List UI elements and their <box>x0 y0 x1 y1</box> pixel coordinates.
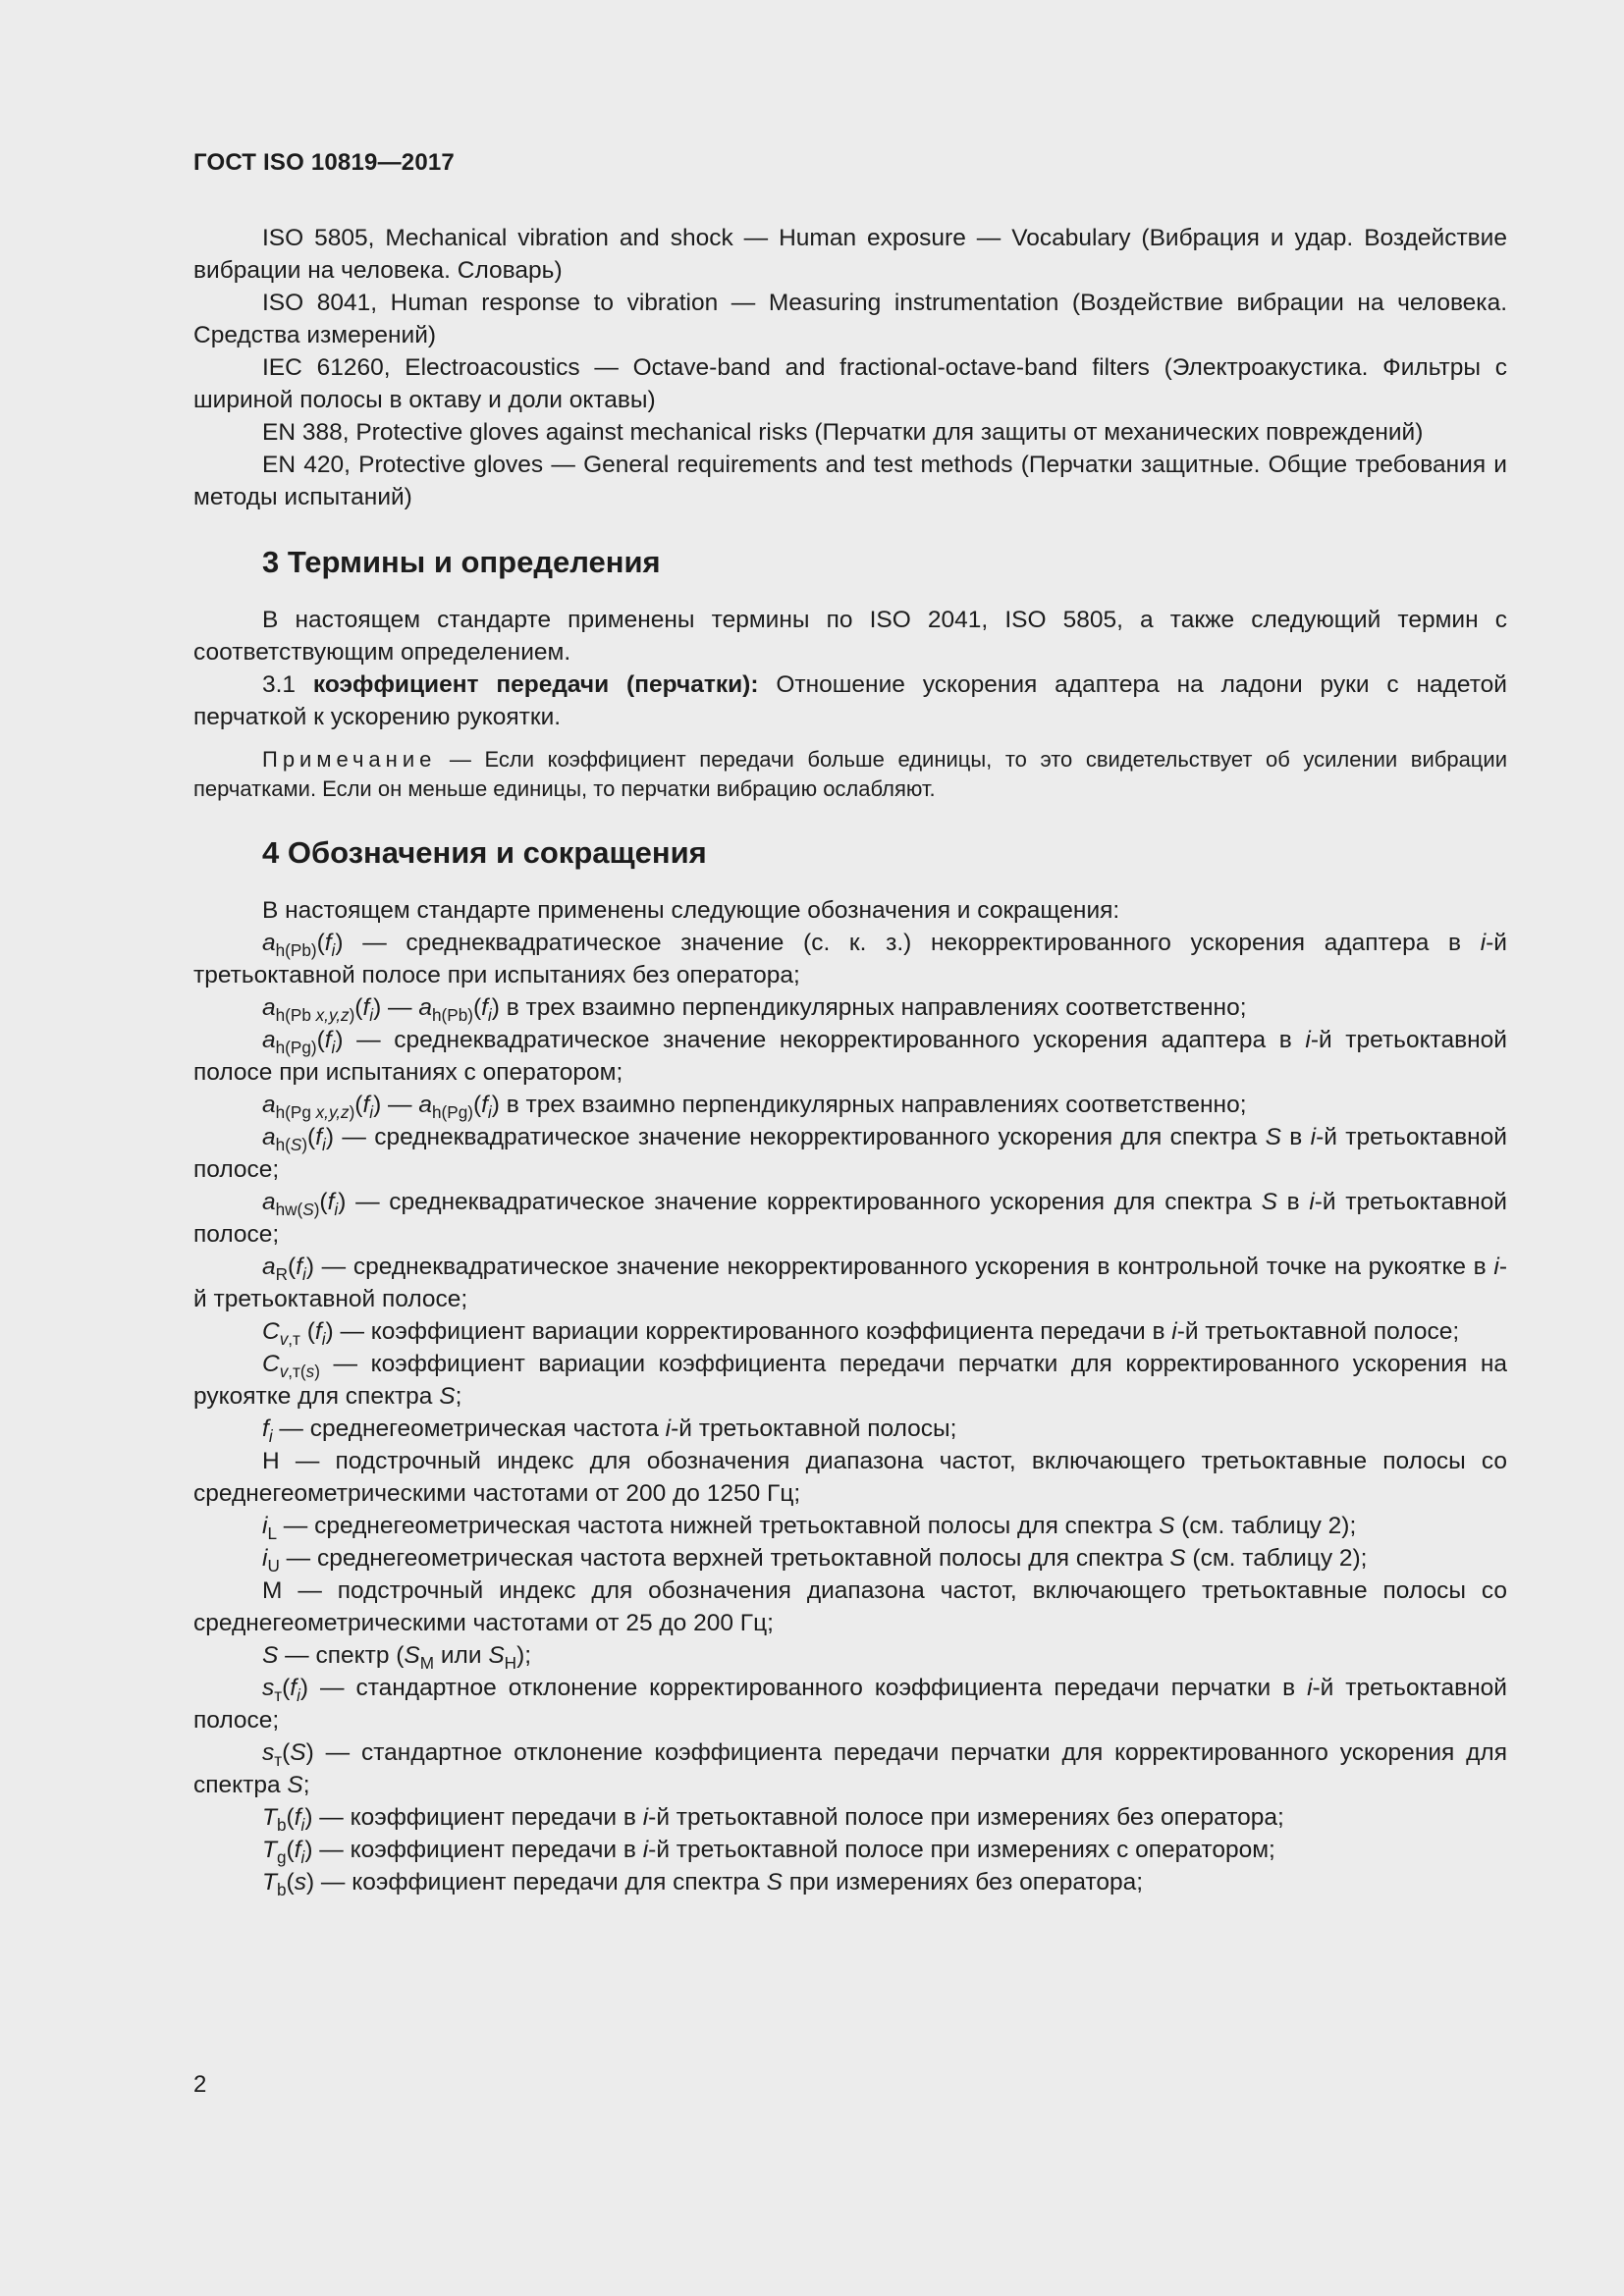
reference-iec-61260: IEC 61260, Electroacoustics — Octave-band and fractional-octave-band filters (Электроакустика. Фильтры с шириной полосы в октаву и доли октавы) <box>193 354 1507 413</box>
symbol-entry: $C_{v,т(s)}$ — коэффициент вариации коэффициента передачи перчатки для корректированного ускорения на рукоятке для спектра S; <box>193 1351 1507 1410</box>
symbol-entry: $f_i$ — среднегеометрическая частота i-й третьоктавной полосы; <box>262 1415 957 1446</box>
page-content <box>193 222 1507 1898</box>
section-3-heading: 3 Термины и определения <box>262 545 661 579</box>
symbol-entry: $i_U$ — среднегеометрическая частота верхней третьоктавной полосы для спектра S (см. таблицу 2); <box>262 1545 1368 1575</box>
page-number: 2 <box>193 2071 207 2098</box>
reference-en-388: EN 388, Protective gloves against mechanical risks (Перчатки для защиты от механических повреждений) <box>262 419 1424 446</box>
symbol-entry: $a_{h(S)}(f_i)$ — среднеквадратическое значение некорректированного ускорения для спектра S в i-й третьоктавной полосе; <box>193 1124 1507 1183</box>
symbol-entry: Н — подстрочный индекс для обозначения диапазона частот, включающего третьоктавные полосы со среднегеометрическими частотами от 200 до 1250 Гц; <box>193 1448 1507 1507</box>
symbol-entry: $a_{hw(S)}(f_i)$ — среднеквадратическое значение корректированного ускорения для спектра S в i-й третьоктавной полосе; <box>193 1189 1507 1248</box>
term-number: 3.1 <box>262 671 297 698</box>
term-definition: Отношение ускорения адаптера на ладони руки с надетой перчаткой к ускорению рукоятки. <box>193 671 1507 730</box>
symbol-entry: $a_{h(Pb)}(f_i)$ — среднеквадратическое значение (с. к. з.) некорректированного ускорения адаптера в i-й третьоктавной полосе при испытаниях без оператора; <box>193 930 1507 988</box>
symbol-entry: $s_т(f_i)$ — стандартное отклонение корректированного коэффициента передачи перчатки в i-й третьоктавной полосе; <box>193 1675 1507 1734</box>
symbol-entry: $i_L$ — среднегеометрическая частота нижней третьоктавной полосы для спектра S (см. таблицу 2); <box>262 1513 1357 1543</box>
symbol-entry: $a_{h(Pb x,y,z)}(f_i)$ — $a_{h(Pb)}(f_i)$ в трех взаимно перпендикулярных направлениях соответственно; <box>262 994 1247 1025</box>
symbol-entry: $T_b(f_i)$ — коэффициент передачи в i-й третьоктавной полосе при измерениях без оператора; <box>262 1804 1284 1835</box>
symbol-entry: S — спектр ($S_М$ или $S_Н$); <box>262 1642 532 1673</box>
symbol-entry: $T_b(s)$ — коэффициент передачи для спектра S при измерениях без оператора; <box>262 1869 1144 1899</box>
section-3-intro: В настоящем стандарте применены термины по ISO 2041, ISO 5805, а также следующий термин с соответствующим определением. <box>193 607 1507 666</box>
term-3-1 <box>193 668 1507 733</box>
note-label: Примечание <box>262 747 437 772</box>
section-4-heading: 4 Обозначения и сокращения <box>262 835 707 870</box>
symbol-entry: $a_R(f_i)$ — среднеквадратическое значение некорректированного ускорения в контрольной точке на рукоятке в i-й третьоктавной полосе; <box>193 1254 1507 1312</box>
note <box>193 745 1507 804</box>
reference-en-420: EN 420, Protective gloves — General requirements and test methods (Перчатки защитные. Общие требования и методы испытаний) <box>193 452 1507 510</box>
symbol-entry: $T_g(f_i)$ — коэффициент передачи в i-й третьоктавной полосе при измерениях с оператором; <box>262 1837 1275 1867</box>
symbol-entry: $C_{v,т}$ $(f_i)$ — коэффициент вариации корректированного коэффициента передачи в i-й третьоктавной полосе; <box>262 1318 1460 1349</box>
reference-iso-5805: ISO 5805, Mechanical vibration and shock — Human exposure — Vocabulary (Вибрация и удар. Воздействие вибрации на человека. Словарь) <box>193 225 1507 284</box>
note-text: — Если коэффициент передачи больше единицы, то это свидетельствует об усилении вибрации перчатками. Если он меньше единицы, то перчатки вибрацию ослабляют. <box>193 747 1507 801</box>
symbol-entry: $a_{h(Pg)}(f_i)$ — среднеквадратическое значение некорректированного ускорения адаптера в i-й третьоктавной полосе при испытаниях с оператором; <box>193 1027 1507 1086</box>
section-4-intro: В настоящем стандарте применены следующие обозначения и сокращения: <box>262 897 1120 924</box>
symbol-entry: М — подстрочный индекс для обозначения диапазона частот, включающего третьоктавные полосы со среднегеометрическими частотами от 25 до 200 Гц; <box>193 1577 1507 1636</box>
reference-iso-8041: ISO 8041, Human response to vibration — Measuring instrumentation (Воздействие вибрации на человека. Средства измерений) <box>193 290 1507 348</box>
term-name: коэффициент передачи (перчатки): <box>312 671 759 698</box>
symbol-entry: $s_т(S)$ — стандартное отклонение коэффициента передачи перчатки для корректированного ускорения для спектра S; <box>193 1739 1507 1798</box>
document-header: ГОСТ ISO 10819—2017 <box>193 149 455 176</box>
symbol-entry: $a_{h(Pg x,y,z)}(f_i)$ — $a_{h(Pg)}(f_i)$ в трех взаимно перпендикулярных направлениях соответственно; <box>262 1092 1247 1122</box>
